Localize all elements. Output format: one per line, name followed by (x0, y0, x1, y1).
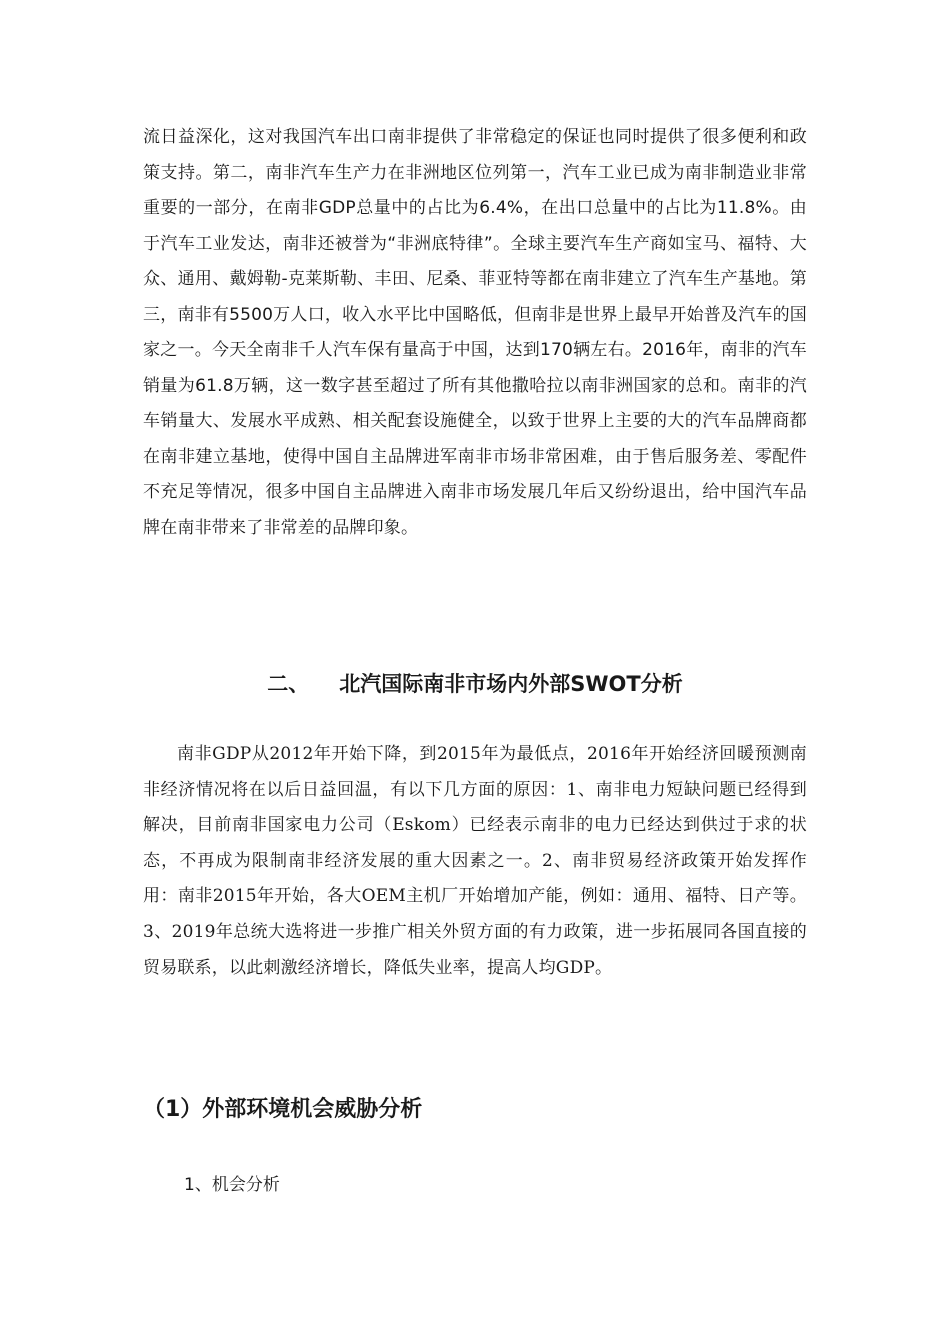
section-heading-text: 北汽国际南非市场内外部SWOT分析 (339, 672, 683, 696)
list-item-heading: 1、机会分析 (184, 1175, 280, 1195)
section-heading (143, 664, 807, 704)
body-paragraph: 流日益深化，这对我国汽车出口南非提供了非常稳定的保证也同时提供了很多便利和政策支持。第二，南非汽车生产力在非洲地区位列第一，汽车工业已成为南非制造业非常重要的一部分，在南非GDP总量中的占比为6.4%，在出口总量中的占比为11.8%。由于汽车工业发达，南非还被誉为“非洲底特律”。全球主要汽车生产商如宝马、福特、大众、通用、戴姆勒-克莱斯勒、丰田、尼桑、菲亚特等都在南非建立了汽车生产基地。第三，南非有5500万人口，收入水平比中国略低，但南非是世界上最早开始普及汽车的国家之一。今天全南非千人汽车保有量高于中国，达到170辆左右。2016年，南非的汽车销量为61.8万辆，这一数字甚至超过了所有其他撒哈拉以南非洲国家的总和。南非的汽车销量大、发展水平成熟、相关配套设施健全，以致于世界上主要的大的汽车品牌商都在南非建立基地，使得中国自主品牌进军南非市场非常困难，由于售后服务差、零配件不充足等情况，很多中国自主品牌进入南非市场发展几年后又纷纷退出，给中国汽车品牌在南非带来了非常差的品牌印象。 (143, 127, 807, 538)
subsection-heading: （1）外部环境机会威胁分析 (143, 1097, 423, 1122)
body-paragraph: 南非GDP从2012年开始下降，到2015年为最低点，2016年开始经济回暖预测南非经济情况将在以后日益回温，有以下几方面的原因：1、南非电力短缺问题已经得到解决，目前南非国家电力公司（Eskom）已经表示南非的电力已经达到供过于求的状态，不再成为限制南非经济发展的重大因素之一。2、南非贸易经济政策开始发挥作用：南非2015年开始，各大OEM主机厂开始增加产能，例如：通用、福特、日产等。3、2019年总统大选将进一步推广相关外贸方面的有力政策，进一步拓展同各国直接的贸易联系，以此刺激经济增长，降低失业率，提高人均GDP。 (143, 744, 807, 978)
section-number: 二、 (267, 672, 310, 696)
